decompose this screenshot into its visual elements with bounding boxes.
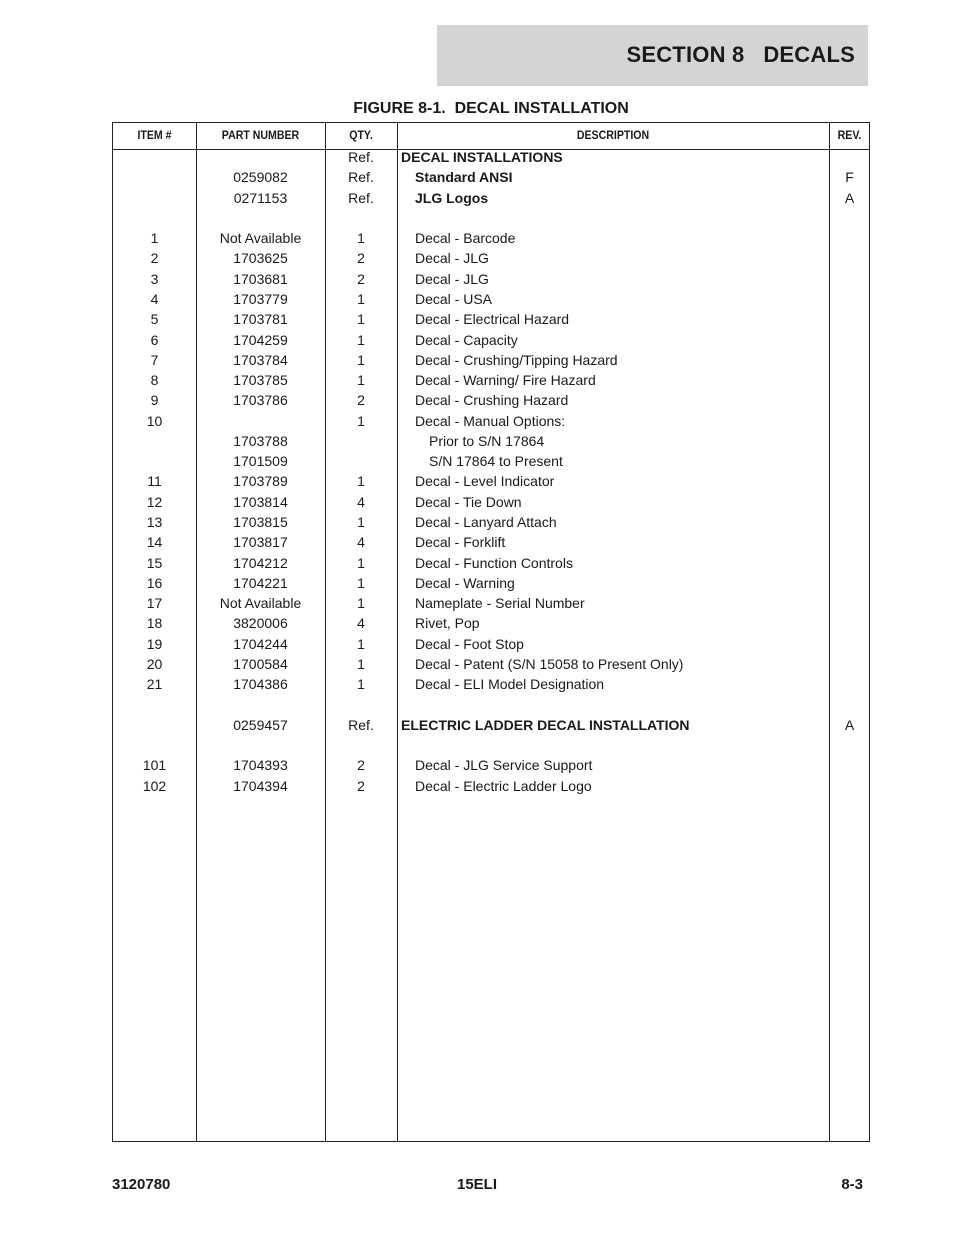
header-revision: REV.: [837, 130, 862, 142]
cell-description: Decal - JLG: [415, 250, 489, 267]
cell-item-number: 4: [150, 290, 159, 307]
cell-description: Decal - JLG: [415, 270, 489, 287]
cell-part-number: 1703625: [233, 250, 288, 267]
cell-description: DECAL INSTALLATIONS: [401, 149, 563, 165]
cell-part-number: 0271153: [233, 189, 288, 206]
cell-quantity: 1: [357, 574, 365, 591]
cell-item-number: 16: [146, 574, 163, 591]
cell-item-number: 2: [150, 250, 159, 267]
table-row: [113, 451, 869, 471]
cell-description: Decal - Capacity: [415, 331, 518, 348]
table-row: [113, 532, 869, 552]
table-row: [113, 593, 869, 613]
cell-item-number: 9: [150, 392, 159, 409]
cell-part-number: Not Available: [219, 230, 302, 247]
table-row: [113, 370, 869, 390]
cell-description: Decal - Barcode: [415, 230, 516, 247]
cell-description: S/N 17864 to Present: [429, 453, 563, 470]
figure-title: FIGURE 8-1. DECAL INSTALLATION: [353, 100, 629, 117]
cell-part-number: 1703779: [233, 290, 288, 307]
cell-quantity: 1: [357, 412, 365, 429]
cell-item-number: 101: [142, 757, 167, 774]
cell-quantity: 1: [357, 351, 365, 368]
cell-quantity: 2: [357, 777, 365, 794]
cell-part-number: 1703786: [233, 392, 288, 409]
cell-quantity: 4: [357, 493, 365, 510]
cell-revision: A: [844, 189, 855, 206]
table-row: [113, 228, 869, 248]
cell-item-number: 14: [146, 534, 163, 551]
cell-quantity: 4: [357, 615, 365, 632]
cell-item-number: 15: [146, 554, 163, 571]
cell-item-number: 8: [150, 372, 159, 389]
table-row: [113, 390, 869, 410]
cell-quantity: 2: [357, 270, 365, 287]
cell-part-number: 1704393: [233, 757, 288, 774]
cell-part-number: 0259082: [233, 169, 288, 186]
cell-quantity: 1: [357, 554, 365, 571]
table-row: [113, 147, 869, 167]
cell-part-number: 1704212: [233, 554, 288, 571]
cell-description: Decal - Foot Stop: [415, 635, 524, 652]
cell-quantity: 1: [357, 311, 365, 328]
parts-table: [112, 122, 870, 1142]
cell-quantity: Ref.: [348, 716, 374, 733]
cell-item-number: 13: [146, 514, 163, 531]
cell-item-number: 1: [150, 230, 159, 247]
cell-part-number: 1704386: [233, 676, 288, 693]
cell-description: Decal - ELI Model Designation: [415, 676, 605, 693]
cell-quantity: 1: [357, 290, 365, 307]
section-banner: [437, 25, 868, 86]
cell-part-number: 1703785: [233, 372, 288, 389]
cell-part-number: 3820006: [233, 615, 288, 632]
cell-description: Decal - Manual Options:: [415, 412, 566, 429]
cell-description: Decal - Forklift: [415, 534, 506, 551]
table-row: [113, 553, 869, 573]
cell-description: Decal - USA: [415, 290, 493, 307]
cell-quantity: 1: [357, 230, 365, 247]
cell-part-number: Not Available: [219, 595, 302, 612]
cell-quantity: 1: [357, 514, 365, 531]
table-row: [113, 755, 869, 775]
cell-part-number: 1701509: [233, 453, 288, 470]
table-row: [113, 411, 869, 431]
cell-item-number: 102: [142, 777, 167, 794]
table-row: [113, 674, 869, 694]
cell-description: Standard ANSI: [415, 169, 513, 186]
cell-part-number: 1704259: [233, 331, 288, 348]
footer-page-number: 8-3: [841, 1176, 863, 1193]
cell-description: Rivet, Pop: [415, 615, 480, 632]
cell-description: Decal - Tie Down: [415, 493, 522, 510]
cell-quantity: Ref.: [348, 149, 374, 165]
cell-item-number: 12: [146, 493, 163, 510]
cell-description: Decal - Electrical Hazard: [415, 311, 570, 328]
cell-item-number: 18: [146, 615, 163, 632]
cell-quantity: 1: [357, 372, 365, 389]
cell-revision: F: [845, 169, 854, 186]
cell-part-number: 1703784: [233, 351, 288, 368]
cell-part-number: 1703681: [233, 270, 288, 287]
cell-part-number: 1704244: [233, 635, 288, 652]
footer-document-number: 3120780: [112, 1176, 171, 1193]
cell-quantity: 1: [357, 473, 365, 490]
table-row: [113, 471, 869, 491]
cell-part-number: 1703789: [233, 473, 288, 490]
cell-description: ELECTRIC LADDER DECAL INSTALLATION: [401, 716, 690, 733]
cell-item-number: 11: [147, 473, 162, 490]
cell-item-number: 17: [146, 595, 163, 612]
cell-item-number: 19: [146, 635, 163, 652]
table-row: [113, 634, 869, 654]
cell-description: Nameplate - Serial Number: [415, 595, 585, 612]
cell-item-number: 21: [146, 676, 163, 693]
table-row: [113, 248, 869, 268]
cell-item-number: 7: [150, 351, 159, 368]
table-row: [113, 188, 869, 208]
cell-description: Decal - Crushing Hazard: [415, 392, 569, 409]
table-row: [113, 289, 869, 309]
cell-quantity: 1: [357, 676, 365, 693]
table-row: [113, 613, 869, 633]
cell-quantity: Ref.: [348, 189, 374, 206]
cell-quantity: 2: [357, 250, 365, 267]
cell-part-number: 1704221: [233, 574, 288, 591]
cell-quantity: Ref.: [348, 169, 374, 186]
cell-quantity: 1: [357, 635, 365, 652]
table-row: [113, 269, 869, 289]
header-quantity: QTY.: [349, 130, 373, 142]
header-description: DESCRIPTION: [576, 130, 650, 142]
footer-model: 15ELI: [456, 1176, 498, 1193]
cell-item-number: 3: [150, 270, 159, 287]
cell-description: Decal - Level Indicator: [415, 473, 555, 490]
cell-part-number: 1703814: [233, 493, 288, 510]
cell-description: Decal - Warning/ Fire Hazard: [415, 372, 596, 389]
table-row: [113, 167, 869, 187]
cell-quantity: 1: [357, 331, 365, 348]
table-row: [113, 350, 869, 370]
cell-description: Decal - JLG Service Support: [415, 757, 593, 774]
cell-item-number: 6: [150, 331, 159, 348]
cell-item-number: 20: [146, 656, 163, 672]
cell-quantity: 2: [357, 757, 365, 774]
table-row: [113, 512, 869, 532]
cell-description: Decal - Crushing/Tipping Hazard: [415, 351, 618, 368]
cell-quantity: 1: [357, 656, 365, 672]
section-title: SECTION 8 DECALS: [626, 42, 855, 67]
table-row: [113, 309, 869, 329]
cell-description: JLG Logos: [415, 189, 489, 206]
cell-part-number: 1703815: [233, 514, 288, 531]
cell-part-number: 1703817: [233, 534, 288, 551]
cell-part-number: 1704394: [233, 777, 288, 794]
cell-description: Decal - Function Controls: [415, 554, 573, 571]
cell-description: Decal - Electric Ladder Logo: [415, 777, 592, 794]
table-row: [113, 654, 869, 674]
table-row: [113, 715, 869, 735]
cell-item-number: 5: [150, 311, 159, 328]
cell-part-number: 1703788: [233, 432, 288, 449]
cell-part-number: 0259457: [233, 716, 288, 733]
table-row: [113, 431, 869, 451]
cell-part-number: 1700584: [233, 656, 288, 672]
cell-item-number: 10: [146, 412, 163, 429]
header-item-number: ITEM #: [137, 130, 172, 142]
table-row: [113, 776, 869, 796]
cell-description: Decal - Warning: [415, 574, 515, 591]
cell-quantity: 2: [357, 392, 365, 409]
table-row: [113, 492, 869, 512]
cell-quantity: 1: [357, 595, 365, 612]
cell-description: Decal - Lanyard Attach: [415, 514, 557, 531]
cell-revision: A: [844, 716, 855, 733]
cell-part-number: 1703781: [233, 311, 288, 328]
header-part-number: PART NUMBER: [221, 130, 300, 142]
cell-description: Decal - Patent (S/N 15058 to Present Only): [415, 656, 684, 672]
cell-quantity: 4: [357, 534, 365, 551]
table-row: [113, 573, 869, 593]
table-row: [113, 330, 869, 350]
cell-description: Prior to S/N 17864: [429, 432, 545, 449]
